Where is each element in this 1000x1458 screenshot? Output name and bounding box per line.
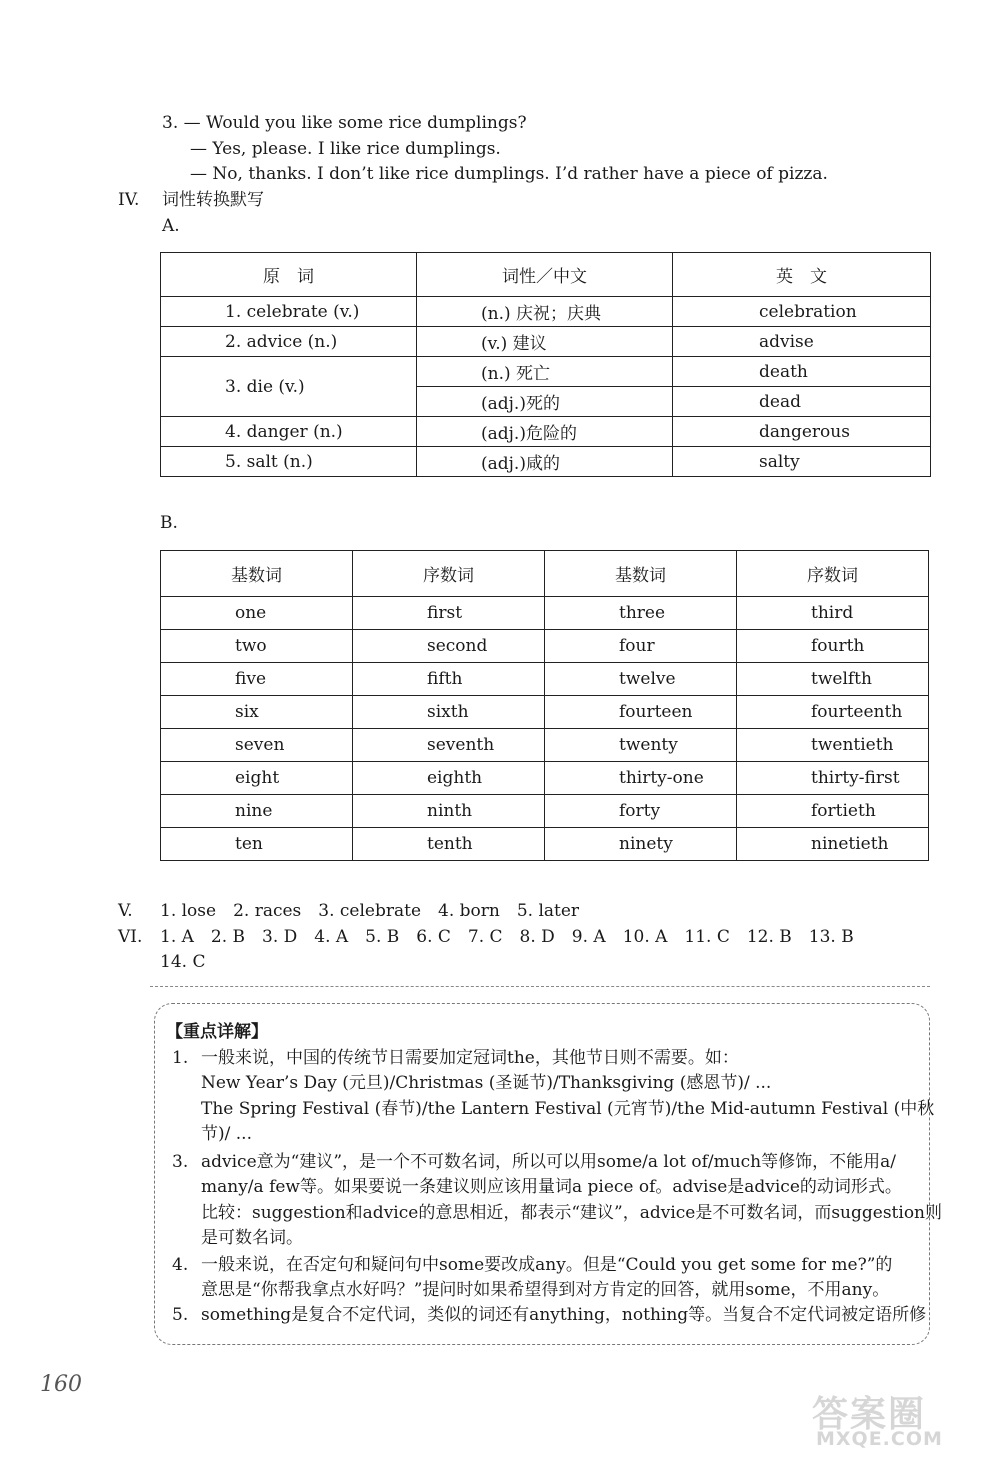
ordinal: fourth <box>737 630 929 663</box>
english-word: death <box>673 357 931 387</box>
ordinal: fifth <box>353 663 545 696</box>
header-ordinal: 序数词 <box>737 551 929 597</box>
section-4-title: 词性转换默写 <box>162 190 264 210</box>
english-word: dangerous <box>673 417 931 447</box>
table-row <box>161 597 929 630</box>
pos-chinese: (adj.)危险的 <box>417 417 673 447</box>
cardinal: ninety <box>545 828 737 861</box>
note-4-number: 4. <box>172 1255 189 1275</box>
note-1-line: New Year’s Day (元旦)/Christmas (圣诞节)/Thanksgiving (感恩节)/ ... <box>201 1073 772 1093</box>
note-5-line: something是复合不定代词，类似的词还有anything，nothing等。当复合不定代词被定语所修 <box>201 1305 927 1325</box>
ordinal: tenth <box>353 828 545 861</box>
cardinal: thirty-one <box>545 762 737 795</box>
table-row <box>161 828 929 861</box>
page-number: 160 <box>40 1372 82 1397</box>
table-row <box>161 357 931 387</box>
part-b-label: B. <box>160 513 178 533</box>
ordinal: seventh <box>353 729 545 762</box>
table-row <box>161 663 929 696</box>
section-4-number: IV. <box>118 190 140 210</box>
watermark-url: MXQE.COM <box>816 1428 943 1450</box>
table-row <box>161 795 929 828</box>
note-1-number: 1. <box>172 1048 189 1068</box>
ordinal: twentieth <box>737 729 929 762</box>
note-4-line: 意思是“你帮我拿点水好吗？”提问时如果希望得到对方肯定的回答，就用some，不用any。 <box>201 1280 890 1300</box>
original-word: 4. danger (n.) <box>161 417 417 447</box>
ordinal: fortieth <box>737 795 929 828</box>
cardinal: twelve <box>545 663 737 696</box>
pos-chinese: (n.) 死亡 <box>417 357 673 387</box>
pos-chinese: (adj.)咸的 <box>417 447 673 477</box>
header-original-word: 原 词 <box>161 253 417 297</box>
table-row <box>161 630 929 663</box>
english-word: advise <box>673 327 931 357</box>
note-1-line: 一般来说，中国的传统节日需要加定冠词the，其他节日则不需要。如： <box>201 1048 739 1068</box>
cardinal: ten <box>161 828 353 861</box>
note-4-line: 一般来说，在否定句和疑问句中some要改成any。但是“Could you get some for me?”的 <box>201 1255 893 1275</box>
table-row <box>161 417 931 447</box>
table-row <box>161 297 931 327</box>
header-cardinal: 基数词 <box>161 551 353 597</box>
dashed-divider <box>150 986 930 987</box>
section-6-answers-line1: 1. A 2. B 3. D 4. A 5. B 6. C 7. C 8. D 9. A 10. A 11. C 12. B 13. B <box>160 927 854 947</box>
note-1-line: The Spring Festival (春节)/the Lantern Festival (元宵节)/the Mid-autumn Festival (中秋 <box>201 1099 935 1119</box>
original-word: 5. salt (n.) <box>161 447 417 477</box>
english-word: celebration <box>673 297 931 327</box>
header-pos-chinese: 词性／中文 <box>417 253 673 297</box>
ordinal: first <box>353 597 545 630</box>
table-row <box>161 762 929 795</box>
word-conversion-table <box>160 252 931 477</box>
ordinal: ninetieth <box>737 828 929 861</box>
original-word: 3. die (v.) <box>161 357 417 417</box>
pos-chinese: (v.) 建议 <box>417 327 673 357</box>
table-row <box>161 327 931 357</box>
cardinal: one <box>161 597 353 630</box>
note-3-number: 3. <box>172 1152 189 1172</box>
header-ordinal: 序数词 <box>353 551 545 597</box>
english-word: dead <box>673 387 931 417</box>
watermark-logo: 答案圈 <box>812 1394 927 1435</box>
header-english: 英 文 <box>673 253 931 297</box>
pos-chinese: (n.) 庆祝；庆典 <box>417 297 673 327</box>
note-3-line: 是可数名词。 <box>201 1228 303 1248</box>
original-word: 1. celebrate (v.) <box>161 297 417 327</box>
section-5-answers: 1. lose 2. races 3. celebrate 4. born 5. later <box>160 901 580 921</box>
ordinal: ninth <box>353 795 545 828</box>
ordinal: sixth <box>353 696 545 729</box>
ordinal: twelfth <box>737 663 929 696</box>
header-cardinal: 基数词 <box>545 551 737 597</box>
cardinal: twenty <box>545 729 737 762</box>
table-row <box>161 729 929 762</box>
section-5-number: V. <box>118 901 133 921</box>
section-6-number: VI. <box>118 927 143 947</box>
note-3-line: many/a few等。如果要说一条建议则应该用量词a piece of。advise是advice的动词形式。 <box>201 1177 902 1197</box>
cardinal: fourteen <box>545 696 737 729</box>
part-a-label: A. <box>162 216 180 236</box>
cardinal: six <box>161 696 353 729</box>
note-5-number: 5. <box>172 1305 189 1325</box>
cardinal: five <box>161 663 353 696</box>
original-word: 2. advice (n.) <box>161 327 417 357</box>
dialogue-question: 3. — Would you like some rice dumplings? <box>162 113 527 133</box>
section-6-answers-line2: 14. C <box>160 952 206 972</box>
ordinal: eighth <box>353 762 545 795</box>
dialogue-answer-no: — No, thanks. I don’t like rice dumplings. I’d rather have a piece of pizza. <box>190 164 828 184</box>
cardinal: two <box>161 630 353 663</box>
note-3-line: advice意为“建议”，是一个不可数名词，所以可以用some/a lot of/much等修饰，不能用a/ <box>201 1152 896 1172</box>
key-points-title: 【重点详解】 <box>166 1022 268 1042</box>
note-1-line: 节)/ ... <box>201 1124 252 1144</box>
table-header-row <box>161 551 929 597</box>
cardinal: nine <box>161 795 353 828</box>
english-word: salty <box>673 447 931 477</box>
ordinal: third <box>737 597 929 630</box>
table-row <box>161 447 931 477</box>
ordinal: fourteenth <box>737 696 929 729</box>
table-header-row <box>161 253 931 297</box>
cardinal: three <box>545 597 737 630</box>
pos-chinese: (adj.)死的 <box>417 387 673 417</box>
cardinal: eight <box>161 762 353 795</box>
cardinal: seven <box>161 729 353 762</box>
note-3-line: 比较：suggestion和advice的意思相近，都表示“建议”，advice是不可数名词，而suggestion则 <box>201 1203 943 1223</box>
cardinal: forty <box>545 795 737 828</box>
ordinal: thirty-first <box>737 762 929 795</box>
table-row <box>161 696 929 729</box>
numerals-table <box>160 550 929 861</box>
dialogue-answer-yes: — Yes, please. I like rice dumplings. <box>190 139 501 159</box>
cardinal: four <box>545 630 737 663</box>
ordinal: second <box>353 630 545 663</box>
